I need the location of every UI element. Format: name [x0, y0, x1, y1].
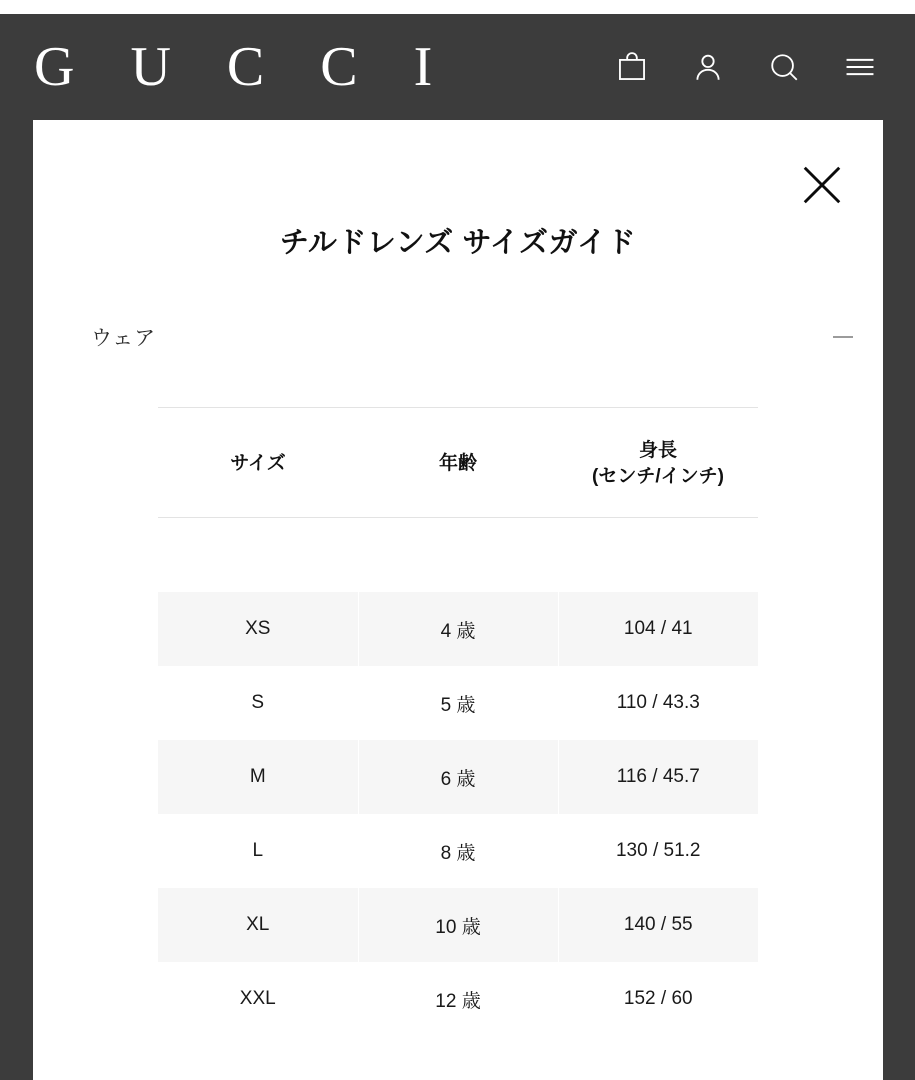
cell-age: 5 歳: [358, 666, 558, 740]
cell-height: 130 / 51.2: [615, 840, 701, 862]
cell-size: S: [158, 666, 358, 740]
cell-height: 110 / 43.3: [616, 692, 700, 714]
accordion-section-wear[interactable]: [33, 308, 883, 366]
table-header: [158, 408, 758, 518]
size-chart-table: [158, 407, 758, 1036]
column-header-size: [158, 408, 358, 518]
cell-size: XL: [158, 888, 358, 962]
menu-icon[interactable]: [843, 50, 877, 84]
search-icon[interactable]: [767, 50, 801, 84]
cell-size: L: [158, 814, 358, 888]
account-icon[interactable]: [691, 50, 725, 84]
column-header-age-label: 年齢: [438, 452, 477, 474]
column-header-size-label: サイズ: [230, 452, 286, 474]
spacer-cell: [558, 518, 758, 593]
column-header-height-unit: (センチ/インチ): [592, 465, 724, 487]
table-row: [158, 962, 758, 1036]
header-icon-group: [615, 50, 885, 84]
table-row: [158, 888, 758, 962]
spacer-cell: [158, 518, 358, 593]
cell-height: 104 / 41: [558, 592, 758, 666]
cell-height: 152 / 60: [623, 988, 693, 1010]
page-title: チルドレンズ サイズガイド: [279, 227, 637, 259]
shopping-bag-icon[interactable]: [615, 50, 649, 84]
column-header-height: [558, 408, 758, 518]
section-label: ウェア: [91, 327, 157, 350]
minus-icon[interactable]: [833, 327, 853, 347]
table-row: [158, 814, 758, 888]
site-header: [0, 14, 915, 120]
cell-height: 116 / 45.7: [558, 740, 758, 814]
table-body: [158, 518, 758, 1037]
cell-size: XXL: [158, 962, 358, 1036]
column-header-age: [358, 408, 558, 518]
table-header-row: [158, 408, 758, 518]
table-row: [158, 740, 758, 814]
brand-logo[interactable]: G U C C I: [34, 36, 454, 98]
cell-age: 12 歳: [358, 962, 558, 1036]
close-icon[interactable]: [799, 162, 845, 208]
cell-age: 4 歳: [358, 592, 558, 666]
cell-height: 140 / 55: [558, 888, 758, 962]
table-spacer-row: [158, 518, 758, 593]
column-header-height-label: 身長: [638, 440, 677, 461]
size-guide-modal: [33, 120, 883, 1080]
table-row: [158, 592, 758, 666]
table-row: [158, 666, 758, 740]
cell-size: M: [158, 740, 358, 814]
cell-age: 8 歳: [358, 814, 558, 888]
cell-age: 6 歳: [358, 740, 558, 814]
cell-age: 10 歳: [358, 888, 558, 962]
cell-size: XS: [158, 592, 358, 666]
spacer-cell: [358, 518, 558, 593]
